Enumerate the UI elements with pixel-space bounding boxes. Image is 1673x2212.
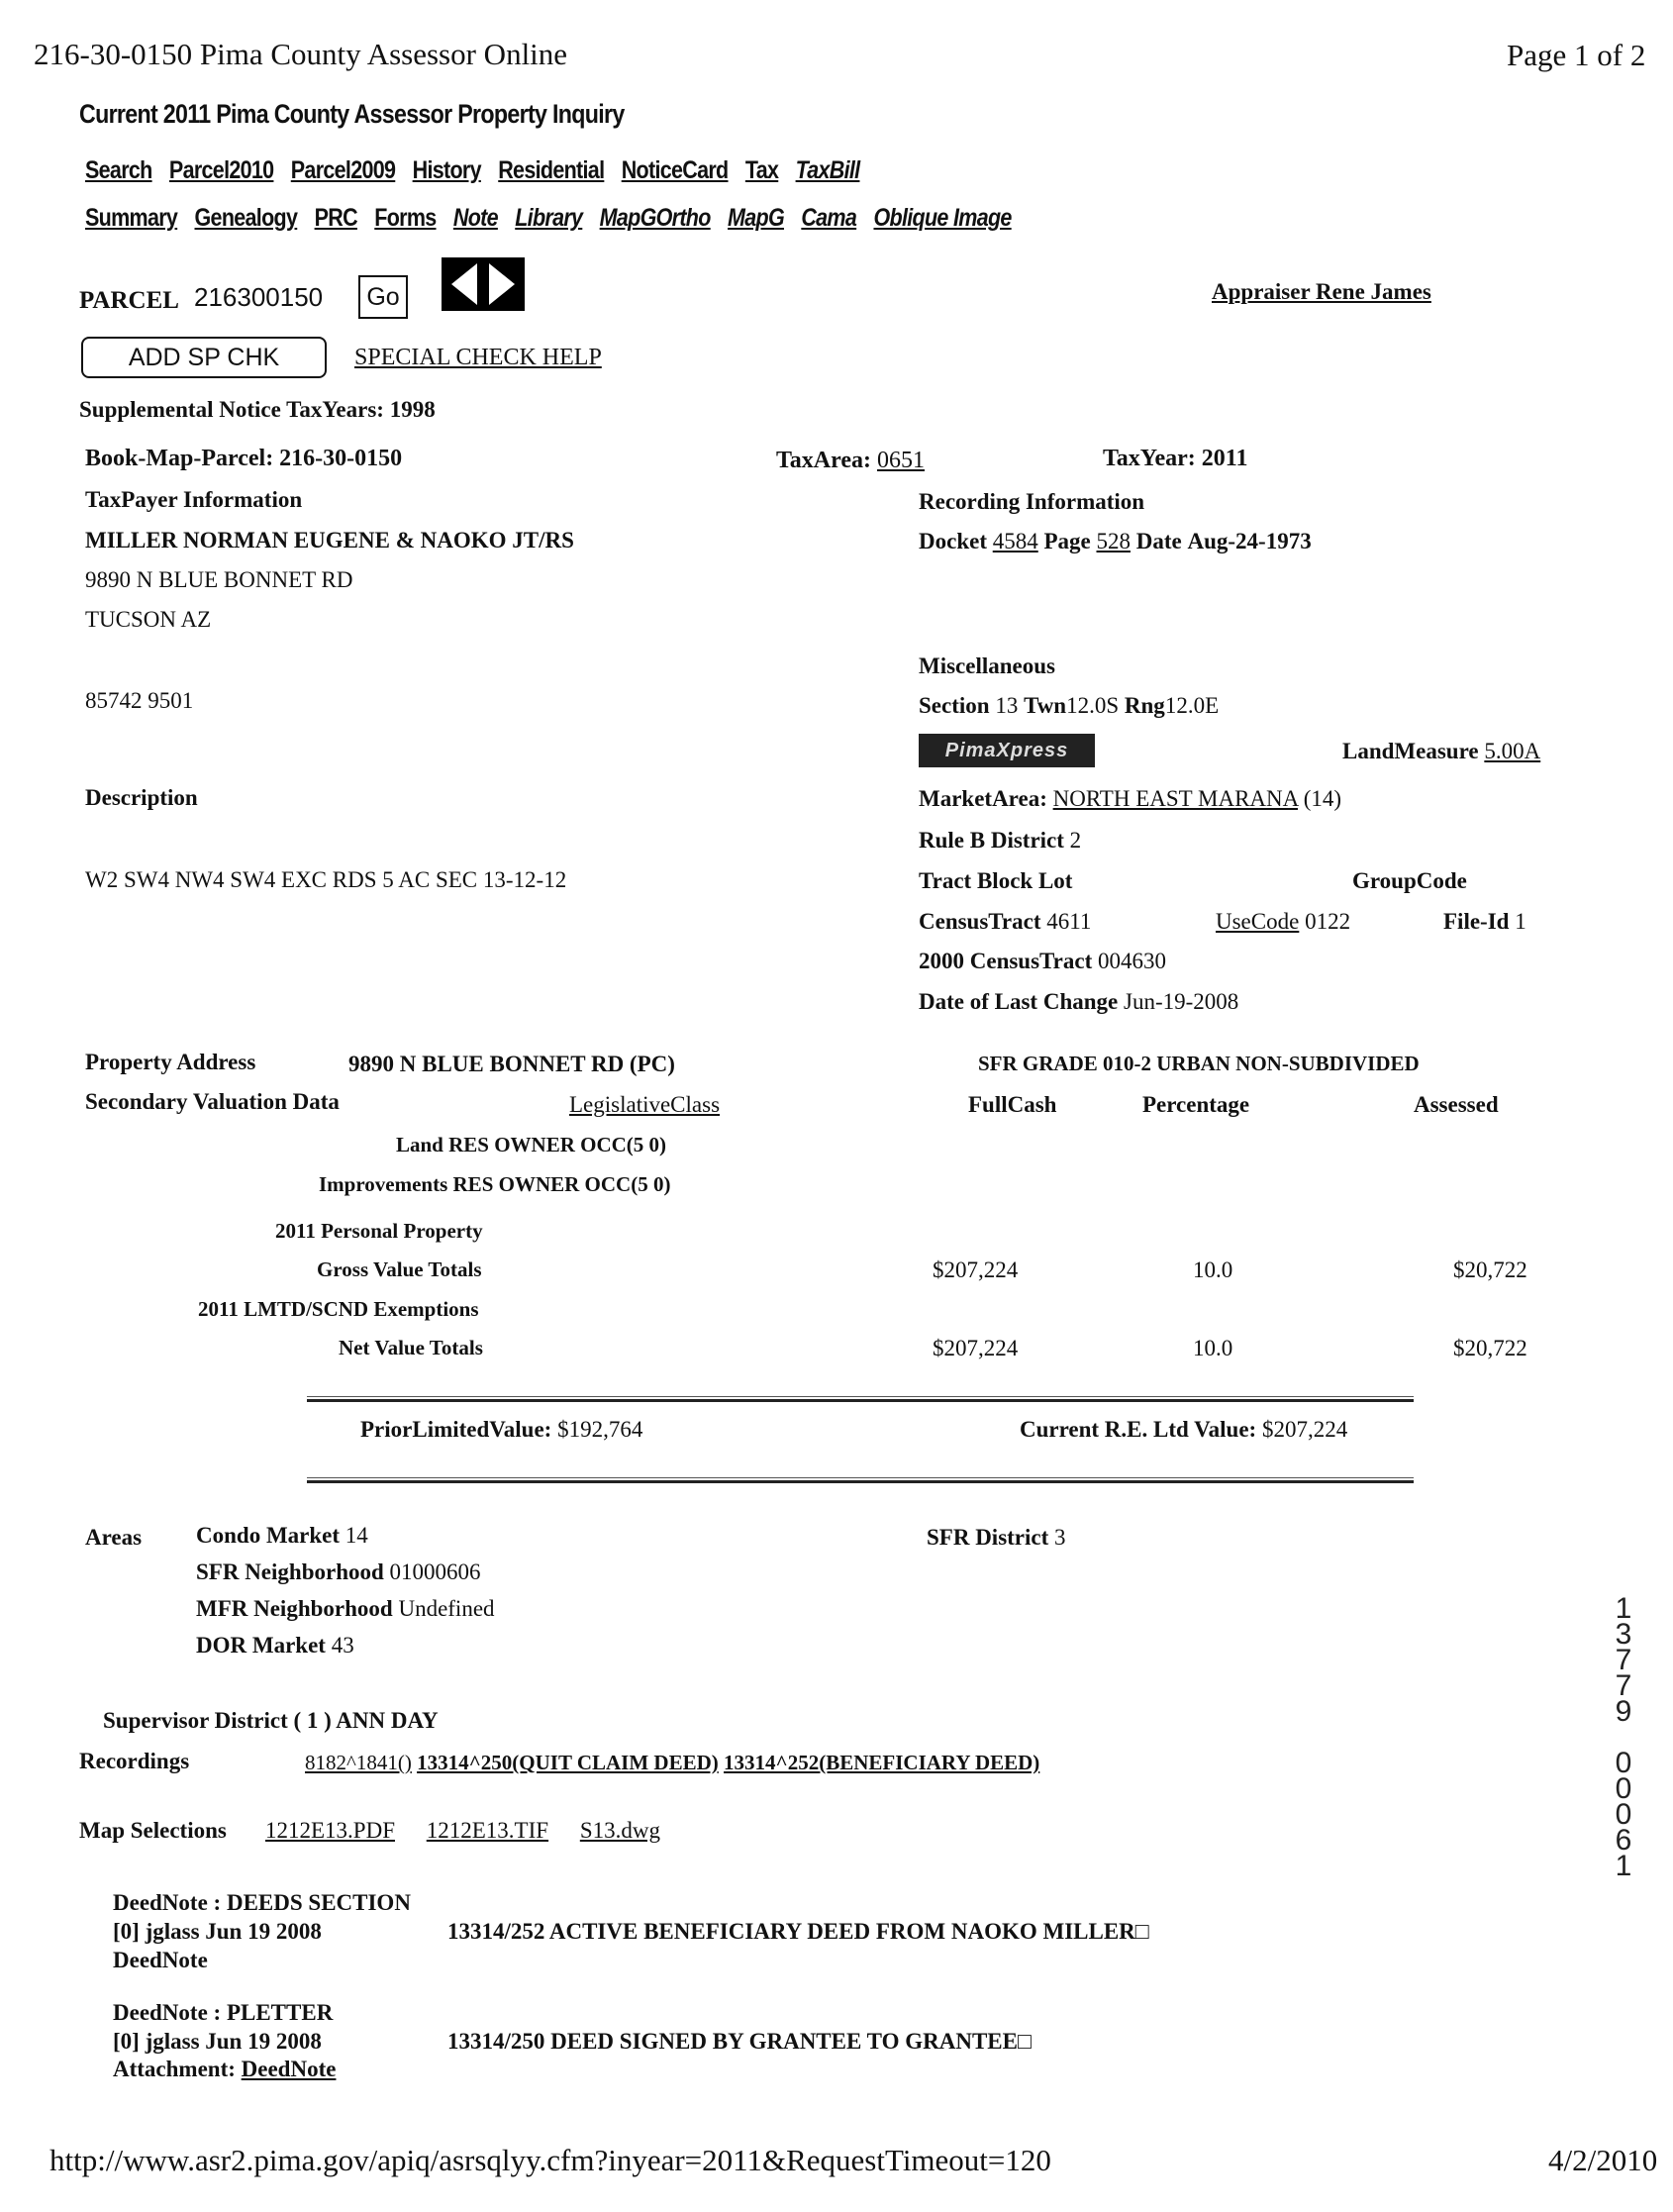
docket-link[interactable]: 4584 [992,529,1038,553]
nav-prc-link[interactable]: PRC [314,204,357,232]
date-label: Date [1135,529,1182,553]
land-measure-row [1342,739,1540,764]
section-value: 13 [995,693,1019,718]
special-check-help-link[interactable]: SPECIAL CHECK HELP [354,345,602,370]
divider-top [307,1396,1414,1402]
deed-note-2-footer [113,2057,336,2082]
nav-parcel2010-link[interactable]: Parcel2010 [168,156,274,184]
nav-summary-link[interactable]: Summary [85,204,178,232]
census-tract-value: 4611 [1046,909,1092,934]
legislative-class-link[interactable]: LegislativeClass [569,1092,721,1117]
file-id-label: File-Id [1443,909,1510,934]
page-label: Page [1043,529,1091,553]
group-code: GroupCode [1352,868,1467,893]
map-selections-label: Map Selections [79,1818,227,1843]
prev-next-arrows [442,257,525,311]
property-address-value: 9890 N BLUE BONNET RD (PC) [348,1052,675,1076]
current-ltd-label: Current R.E. Ltd Value: [1020,1417,1257,1442]
current-ltd-row [1020,1417,1347,1443]
sfr-neighborhood-row [196,1559,481,1585]
census-2000-label: 2000 CensusTract [919,949,1093,973]
rule-b-label: Rule B District [919,828,1064,853]
net-assessed: $20,722 [1453,1336,1527,1360]
use-code-link[interactable]: UseCode [1216,909,1300,934]
page-number: Page 1 of 2 [1507,38,1646,72]
sfr-neighborhood-label: SFR Neighborhood [196,1559,384,1584]
stamp-digit: 7 [1615,1669,1632,1702]
census-tract-row [919,909,1091,935]
dor-market-row [196,1633,354,1659]
attachment-label: Attachment: [113,2057,236,2081]
section-row [919,693,1219,719]
section-label: Section [919,693,990,718]
rule-b-value: 2 [1069,828,1082,853]
taxpayer-zip: 85742 9501 [85,688,194,713]
deed-note-1-text: 13314/252 ACTIVE BENEFICIARY DEED FROM NAOKO MILLER□ [447,1919,1149,1944]
market-area-row [919,786,1341,812]
divider-bottom [307,1477,1414,1483]
stamp-digit: 9 [1615,1695,1632,1728]
rng-label: Rng [1124,693,1165,718]
recording-heading: Recording Information [919,489,1145,514]
supplemental-notice: Supplemental Notice TaxYears: 1998 [79,397,436,422]
deed-note-1-footer: DeedNote [113,1948,208,1972]
stamp-digit: 7 [1615,1644,1632,1676]
map-file-link[interactable]: 1212E13.PDF [265,1818,395,1843]
tax-year: TaxYear: 2011 [1103,446,1248,471]
gross-assessed: $20,722 [1453,1257,1527,1282]
use-code-row [1216,909,1350,935]
deed-note-1-title: DeedNote : DEEDS SECTION [113,1890,411,1915]
exemptions-label: 2011 LMTD/SCND Exemptions [198,1297,479,1321]
nav-noticecard-link[interactable]: NoticeCard [621,156,729,184]
recording-docket-row [919,529,1312,554]
nav-taxbill-link[interactable]: TaxBill [795,156,860,184]
improvements-class: Improvements RES OWNER OCC(5 0) [319,1172,671,1196]
file-id-value: 1 [1515,909,1526,934]
col-percentage: Percentage [1142,1092,1250,1117]
attachment-deednote-link[interactable]: DeedNote [241,2057,337,2081]
taxpayer-heading: TaxPayer Information [85,487,303,512]
personal-property: 2011 Personal Property [275,1219,483,1243]
description-heading: Description [85,785,198,810]
taxpayer-name: MILLER NORMAN EUGENE & NAOKO JT/RS [85,528,574,553]
condo-market-label: Condo Market [196,1523,341,1548]
mfr-neighborhood-row [196,1596,495,1622]
nav-cama-link[interactable]: Cama [801,204,857,232]
nav-genealogy-link[interactable]: Genealogy [194,204,298,232]
stamp-digit: 6 [1615,1824,1632,1857]
prior-limited-row [360,1417,642,1443]
sfr-district-label: SFR District [927,1525,1049,1550]
areas-label: Areas [85,1525,143,1550]
pimaxpress-button[interactable]: PimaXpress [919,734,1095,767]
net-percentage: 10.0 [1193,1336,1233,1360]
stamp-digit: 1 [1615,1592,1632,1625]
rng-value: 12.0E [1164,693,1220,718]
book-map-parcel: Book-Map-Parcel: 216-30-0150 [85,446,403,471]
add-sp-chk-button[interactable]: ADD SP CHK [81,337,327,378]
land-measure-link[interactable]: 5.00A [1484,739,1541,763]
property-address-label: Property Address [85,1050,256,1074]
nav-residential-link[interactable]: Residential [498,156,605,184]
sfr-district-row [927,1525,1066,1551]
use-code-value: 0122 [1305,909,1351,934]
twn-label: Twn [1024,693,1067,718]
recording-link[interactable]: 8182^1841() [305,1751,412,1774]
taxpayer-address2: TUCSON AZ [85,607,212,632]
gross-percentage: 10.0 [1193,1257,1233,1282]
nav-row-1 [85,156,872,185]
nav-oblique-image-link[interactable]: Oblique Image [873,204,1012,232]
tract-block-lot: Tract Block Lot [919,868,1073,893]
nav-search-link[interactable]: Search [85,156,152,184]
stamp-digit: 3 [1615,1618,1632,1651]
parcel-label: PARCEL [79,287,179,314]
parcel-input[interactable]: 216300150 [194,282,324,312]
appraiser-link[interactable]: Appraiser Rene James [1212,279,1431,304]
prior-limited-value: $192,764 [557,1417,643,1442]
map-file-link[interactable]: S13.dwg [579,1818,660,1843]
market-area-code: (14) [1303,786,1342,811]
next-arrow-icon[interactable] [489,263,515,305]
recording-link[interactable]: 13314^252(BENEFICIARY DEED) [724,1751,1040,1774]
condo-market-value: 14 [344,1523,368,1548]
sfr-grade: SFR GRADE 010-2 URBAN NON-SUBDIVIDED [978,1052,1420,1075]
condo-market-row [196,1523,368,1549]
footer-date: 4/2/2010 [1548,2143,1658,2177]
dor-market-value: 43 [331,1633,354,1658]
market-area-label: MarketArea: [919,786,1047,811]
census-2000-value: 004630 [1098,949,1167,973]
net-label: Net Value Totals [339,1336,483,1359]
census-tract-label: CensusTract [919,909,1041,934]
recordings-label: Recordings [79,1749,190,1773]
census-2000-row [919,949,1166,974]
page-link[interactable]: 528 [1096,529,1131,553]
map-selections-list [265,1818,660,1844]
recording-date: Aug-24-1973 [1187,529,1312,553]
last-change-label: Date of Last Change [919,989,1119,1014]
vertical-stamp-number [1612,1592,1635,1882]
deed-note-2-text: 13314/250 DEED SIGNED BY GRANTEE TO GRANTEE□ [447,2029,1032,2054]
recording-link[interactable]: 13314^250(QUIT CLAIM DEED) [417,1751,719,1774]
nav-note-link[interactable]: Note [452,204,498,232]
go-button[interactable]: Go [358,275,408,319]
page-header-title: 216-30-0150 Pima County Assessor Online [34,37,568,71]
stamp-digit: 0 [1615,1798,1632,1831]
mfr-neighborhood-value: Undefined [398,1596,495,1621]
sfr-district-value: 3 [1054,1525,1066,1550]
nav-history-link[interactable]: History [412,156,481,184]
current-ltd-value: $207,224 [1261,1417,1348,1442]
rule-b-row [919,828,1081,854]
last-change-value: Jun-19-2008 [1124,989,1239,1014]
last-change-row [919,989,1238,1015]
stamp-digit: 0 [1615,1772,1632,1805]
nav-tax-link[interactable]: Tax [744,156,779,184]
prev-arrow-icon[interactable] [451,263,477,305]
map-file-link[interactable]: 1212E13.TIF [426,1818,549,1843]
taxpayer-address1: 9890 N BLUE BONNET RD [85,567,353,592]
dor-market-label: DOR Market [196,1633,326,1658]
stamp-digit: 1 [1615,1850,1632,1882]
tax-area-link[interactable]: 0651 [877,448,925,473]
nav-row-2 [85,204,1024,233]
nav-parcel2009-link[interactable]: Parcel2009 [290,156,396,184]
recordings-list [305,1751,1039,1775]
secondary-valuation-heading: Secondary Valuation Data [85,1089,340,1114]
mfr-neighborhood-label: MFR Neighborhood [196,1596,393,1621]
misc-heading: Miscellaneous [919,654,1055,678]
nav-mapg-link[interactable]: MapG [728,204,784,232]
inquiry-title: Current 2011 Pima County Assessor Property Inquiry [79,99,625,129]
stamp-digit: 0 [1615,1747,1632,1779]
deed-note-1-meta: [0] jglass Jun 19 2008 [113,1919,322,1944]
market-area-link[interactable]: NORTH EAST MARANA [1052,786,1298,811]
col-assessed: Assessed [1414,1092,1499,1117]
net-fullcash: $207,224 [933,1336,1019,1360]
deed-note-2-title: DeedNote : PLETTER [113,2000,334,2025]
sfr-neighborhood-value: 01000606 [389,1559,481,1584]
col-fullcash: FullCash [968,1092,1057,1117]
file-id-row [1443,909,1526,935]
twn-value: 12.0S [1066,693,1120,718]
description-text: W2 SW4 NW4 SW4 EXC RDS 5 AC SEC 13-12-12 [85,867,567,892]
docket-label: Docket [919,529,987,553]
footer-url: http://www.asr2.pima.gov/apiq/asrsqlyy.cfm?inyear=2011&RequestTimeout=120 [49,2143,1051,2177]
gross-fullcash: $207,224 [933,1257,1019,1282]
tax-area-label: TaxArea: [776,448,871,473]
nav-forms-link[interactable]: Forms [374,204,437,232]
tax-area [776,448,925,474]
gross-label: Gross Value Totals [317,1257,482,1281]
supervisor-district: Supervisor District ( 1 ) ANN DAY [103,1708,439,1733]
land-measure-label: LandMeasure [1342,739,1479,763]
land-class: Land RES OWNER OCC(5 0) [396,1133,667,1156]
nav-mapgortho-link[interactable]: MapGOrtho [599,204,711,232]
nav-library-link[interactable]: Library [515,204,583,232]
deed-note-2-meta: [0] jglass Jun 19 2008 [113,2029,322,2054]
prior-limited-label: PriorLimitedValue: [360,1417,552,1442]
